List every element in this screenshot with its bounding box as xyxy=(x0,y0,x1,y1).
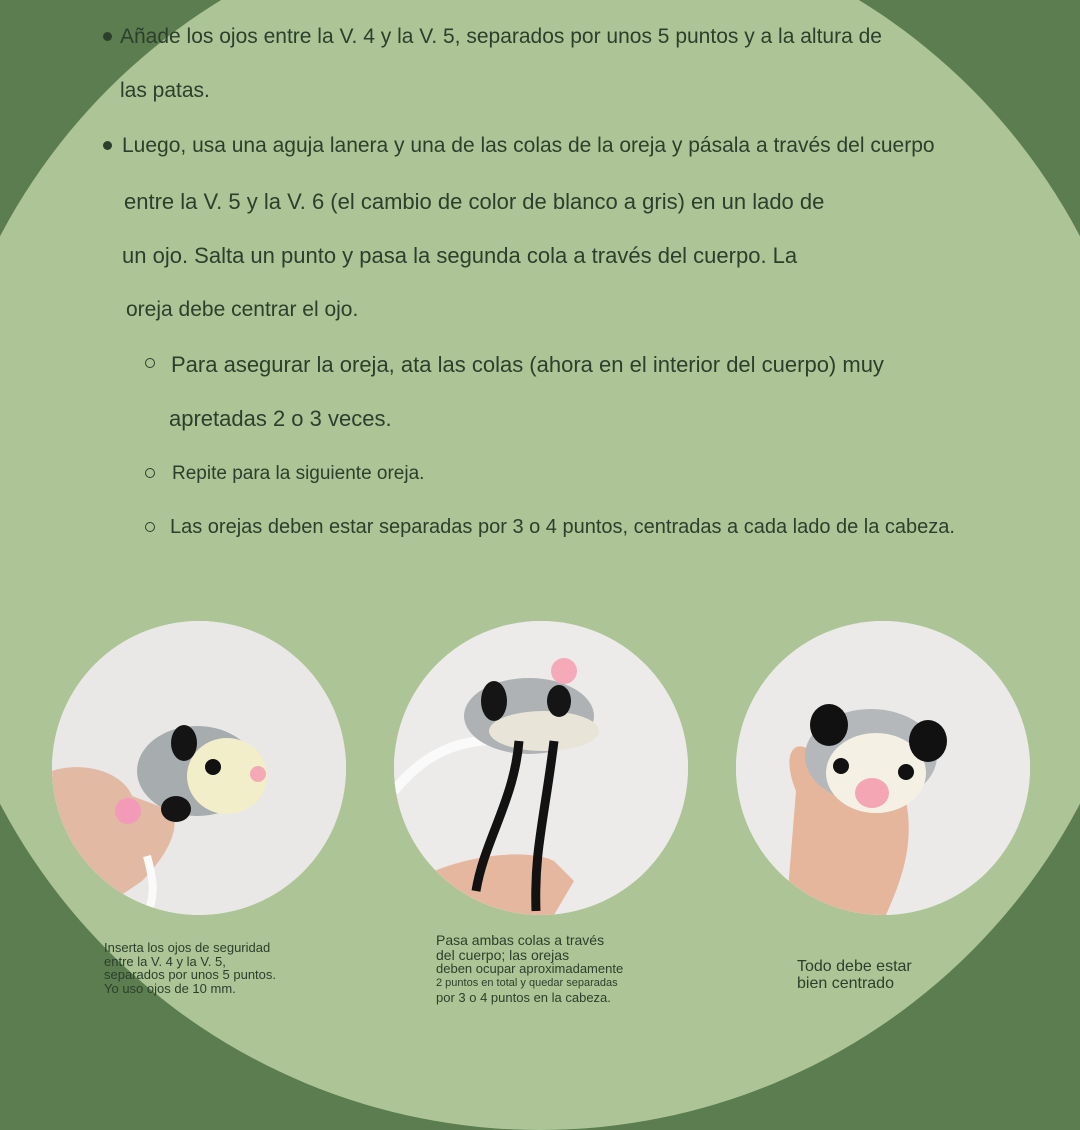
sub-bullet-ring xyxy=(145,358,155,368)
caption-left xyxy=(104,941,276,996)
bullet1-line2: las patas. xyxy=(120,79,210,102)
caption-middle-line4: 2 puntos en total y quedar separadas xyxy=(436,977,618,990)
opossum-ears-illustration xyxy=(394,621,688,915)
opossum-side-illustration xyxy=(52,621,346,915)
caption-left-line2: entre la V. 4 y la V. 5, xyxy=(104,953,226,969)
caption-middle-line3: deben ocupar aproximadamente xyxy=(436,961,624,977)
photo-eyes-inserted xyxy=(52,621,346,915)
caption-middle xyxy=(436,933,623,1005)
photo-finished-head xyxy=(736,621,1030,915)
caption-right-line2: bien centrado xyxy=(797,974,894,992)
bullet1-line1: Añade los ojos entre la V. 4 y la V. 5, separados por unos 5 puntos y a la altura de xyxy=(120,25,882,48)
bullet2-line1: Luego, usa una aguja lanera y una de las colas de la oreja y pásala a través del cuerpo xyxy=(122,134,935,157)
bullet2-line4: oreja debe centrar el ojo. xyxy=(126,298,359,321)
caption-middle-line5: por 3 o 4 puntos en la cabeza. xyxy=(436,990,611,1006)
bullet2-line3: un ojo. Salta un punto y pasa la segunda cola a través del cuerpo. La xyxy=(122,243,798,268)
bullet-dot xyxy=(103,32,112,41)
caption-right xyxy=(797,959,912,993)
caption-middle-line2: del cuerpo; las orejas xyxy=(436,946,570,963)
sub1-line1: Para asegurar la oreja, ata las colas (ahora en el interior del cuerpo) muy xyxy=(171,352,884,377)
caption-left-line4: Yo uso ojos de 10 mm. xyxy=(104,980,236,996)
sub-bullet-ring xyxy=(145,468,155,478)
sub2-text: Repite para la siguiente oreja. xyxy=(172,463,425,484)
bullet-dot xyxy=(103,141,112,150)
bullet2-line2: entre la V. 5 y la V. 6 (el cambio de color de blanco a gris) en un lado de xyxy=(124,189,825,214)
photo-tails-through-body xyxy=(394,621,688,915)
caption-left-line1: Inserta los ojos de seguridad xyxy=(104,940,271,955)
sub1-line2: apretadas 2 o 3 veces. xyxy=(169,406,392,431)
sub3-text: Las orejas deben estar separadas por 3 o 4 puntos, centradas a cada lado de la cabeza. xyxy=(170,516,955,538)
sub-bullet-ring xyxy=(145,522,155,532)
opossum-front-illustration xyxy=(736,621,1030,915)
caption-right-line1: Todo debe estar xyxy=(797,958,912,975)
caption-left-line3: separados por unos 5 puntos. xyxy=(104,967,277,983)
caption-middle-line1: Pasa ambas colas a través xyxy=(436,932,605,948)
